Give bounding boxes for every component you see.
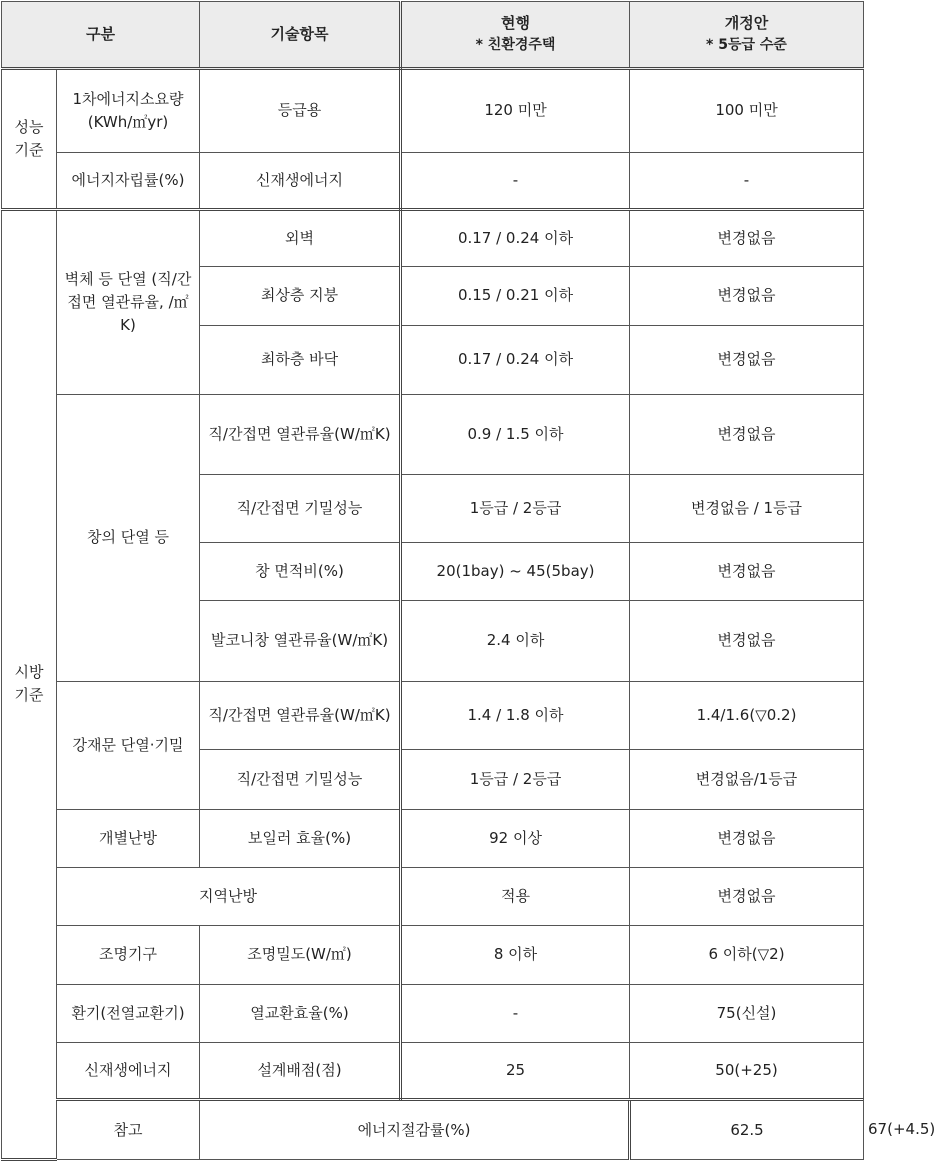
revised-heating: 변경없음 (630, 809, 864, 867)
table-row (2, 809, 864, 867)
group-specification: 시방 기준 (2, 209, 57, 1159)
item-lighting: 조명기구 (57, 926, 200, 984)
revised-district: 변경없음 (630, 868, 864, 926)
group-reference: 참고 (57, 1100, 200, 1160)
table-row (2, 926, 864, 984)
revised-floor: 변경없음 (630, 325, 864, 394)
item-renewable: 신재생에너지 (57, 1043, 200, 1100)
item-ventilation: 환기(전열교환기) (57, 984, 200, 1042)
table-row (2, 69, 864, 153)
revised-door-u: 1.4/1.6(▽0.2) (630, 681, 864, 749)
tech-door-u: 직/간접면 열관류율(W/㎡K) (200, 681, 401, 749)
header-row (2, 2, 864, 69)
table-row (2, 681, 864, 749)
table-row: 참고 에너지절감률(%) 62.5 67(+4.5) (2, 1100, 864, 1160)
table-row (2, 984, 864, 1042)
tech-heating: 보일러 효율(%) (200, 809, 401, 867)
tech-door-air: 직/간접면 기밀성능 (200, 750, 401, 809)
current-floor: 0.17 / 0.24 이하 (401, 325, 630, 394)
item-heating: 개별난방 (57, 809, 200, 867)
current-wall: 0.17 / 0.24 이하 (401, 209, 630, 266)
current-window-air: 1등급 / 2등급 (401, 474, 630, 542)
tech-window-u: 직/간접면 열관류율(W/㎡K) (200, 395, 401, 475)
table-row (2, 395, 864, 475)
revised-renewable: 50(+25) (630, 1043, 864, 1100)
revised-roof: 변경없음 (630, 267, 864, 325)
header-tech-item: 기술항목 (200, 2, 401, 69)
tech-window-air: 직/간접면 기밀성능 (200, 474, 401, 542)
current-renewable: 25 (401, 1043, 630, 1100)
energy-standard-table (1, 1, 935, 1161)
tech-window-area: 창 면적비(%) (200, 542, 401, 600)
item-district: 지역난방 (57, 868, 401, 926)
current-window-area: 20(1bay) ~ 45(5bay) (401, 542, 630, 600)
revised-door-air: 변경없음/1등급 (630, 750, 864, 809)
current-door-air: 1등급 / 2등급 (401, 750, 630, 809)
tech-energy-demand: 등급용 (200, 69, 401, 153)
header-category: 구분 (2, 2, 200, 69)
tech-renewable: 설계배점(점) (200, 1043, 401, 1100)
current-district: 적용 (401, 868, 630, 926)
header-current (401, 2, 630, 69)
revised-wall: 변경없음 (630, 209, 864, 266)
current-balcony: 2.4 이하 (401, 601, 630, 682)
revised-balcony: 변경없음 (630, 601, 864, 682)
current-lighting: 8 이하 (401, 926, 630, 984)
current-energy-self: - (401, 152, 630, 209)
header-revised-title: 개정안 (724, 14, 769, 33)
current-window-u: 0.9 / 1.5 이하 (401, 395, 630, 475)
current-heating: 92 이상 (401, 809, 630, 867)
current-roof: 0.15 / 0.21 이하 (401, 267, 630, 325)
tech-balcony: 발코니창 열관류율(W/㎡K) (200, 601, 401, 682)
table-row (2, 209, 864, 266)
revised-energy-self: - (630, 152, 864, 209)
header-current-sub: * 친환경주택 (475, 37, 556, 54)
revised-lighting: 6 이하(▽2) (630, 926, 864, 984)
current-energy-demand: 120 미만 (401, 69, 630, 153)
group-performance: 성능 기준 (2, 69, 57, 210)
table-row (2, 152, 864, 209)
current-ventilation: - (401, 984, 630, 1042)
item-door-group: 강재문 단열·기밀 (57, 681, 200, 809)
tech-floor: 최하층 바닥 (200, 325, 401, 394)
tech-ventilation: 열교환효율(%) (200, 984, 401, 1042)
revised-ventilation: 75(신설) (630, 984, 864, 1042)
table-row (2, 868, 864, 926)
item-window-group: 창의 단열 등 (57, 395, 200, 682)
tech-lighting: 조명밀도(W/㎡) (200, 926, 401, 984)
table-row (2, 1043, 864, 1100)
item-energy-demand: 1차에너지소요량 (KWh/㎡yr) (57, 69, 200, 153)
revised-energy-demand: 100 미만 (630, 69, 864, 153)
revised-window-air: 변경없음 / 1등급 (630, 474, 864, 542)
header-revised (630, 2, 864, 69)
revised-window-u: 변경없음 (630, 395, 864, 475)
current-door-u: 1.4 / 1.8 이하 (401, 681, 630, 749)
header-revised-sub: * 5등급 수준 (706, 37, 787, 54)
revised-window-area: 변경없음 (630, 542, 864, 600)
tech-roof: 최상층 지붕 (200, 267, 401, 325)
current-saving: 62.5 (630, 1100, 864, 1160)
tech-wall: 외벽 (200, 209, 401, 266)
item-saving: 에너지절감률(%) (200, 1100, 630, 1160)
header-current-title: 현행 (501, 14, 530, 33)
tech-energy-self: 신재생에너지 (200, 152, 401, 209)
item-wall-group: 벽체 등 단열 (직/간접면 열관류율, /㎡K) (57, 209, 200, 394)
item-energy-self: 에너지자립률(%) (57, 152, 200, 209)
